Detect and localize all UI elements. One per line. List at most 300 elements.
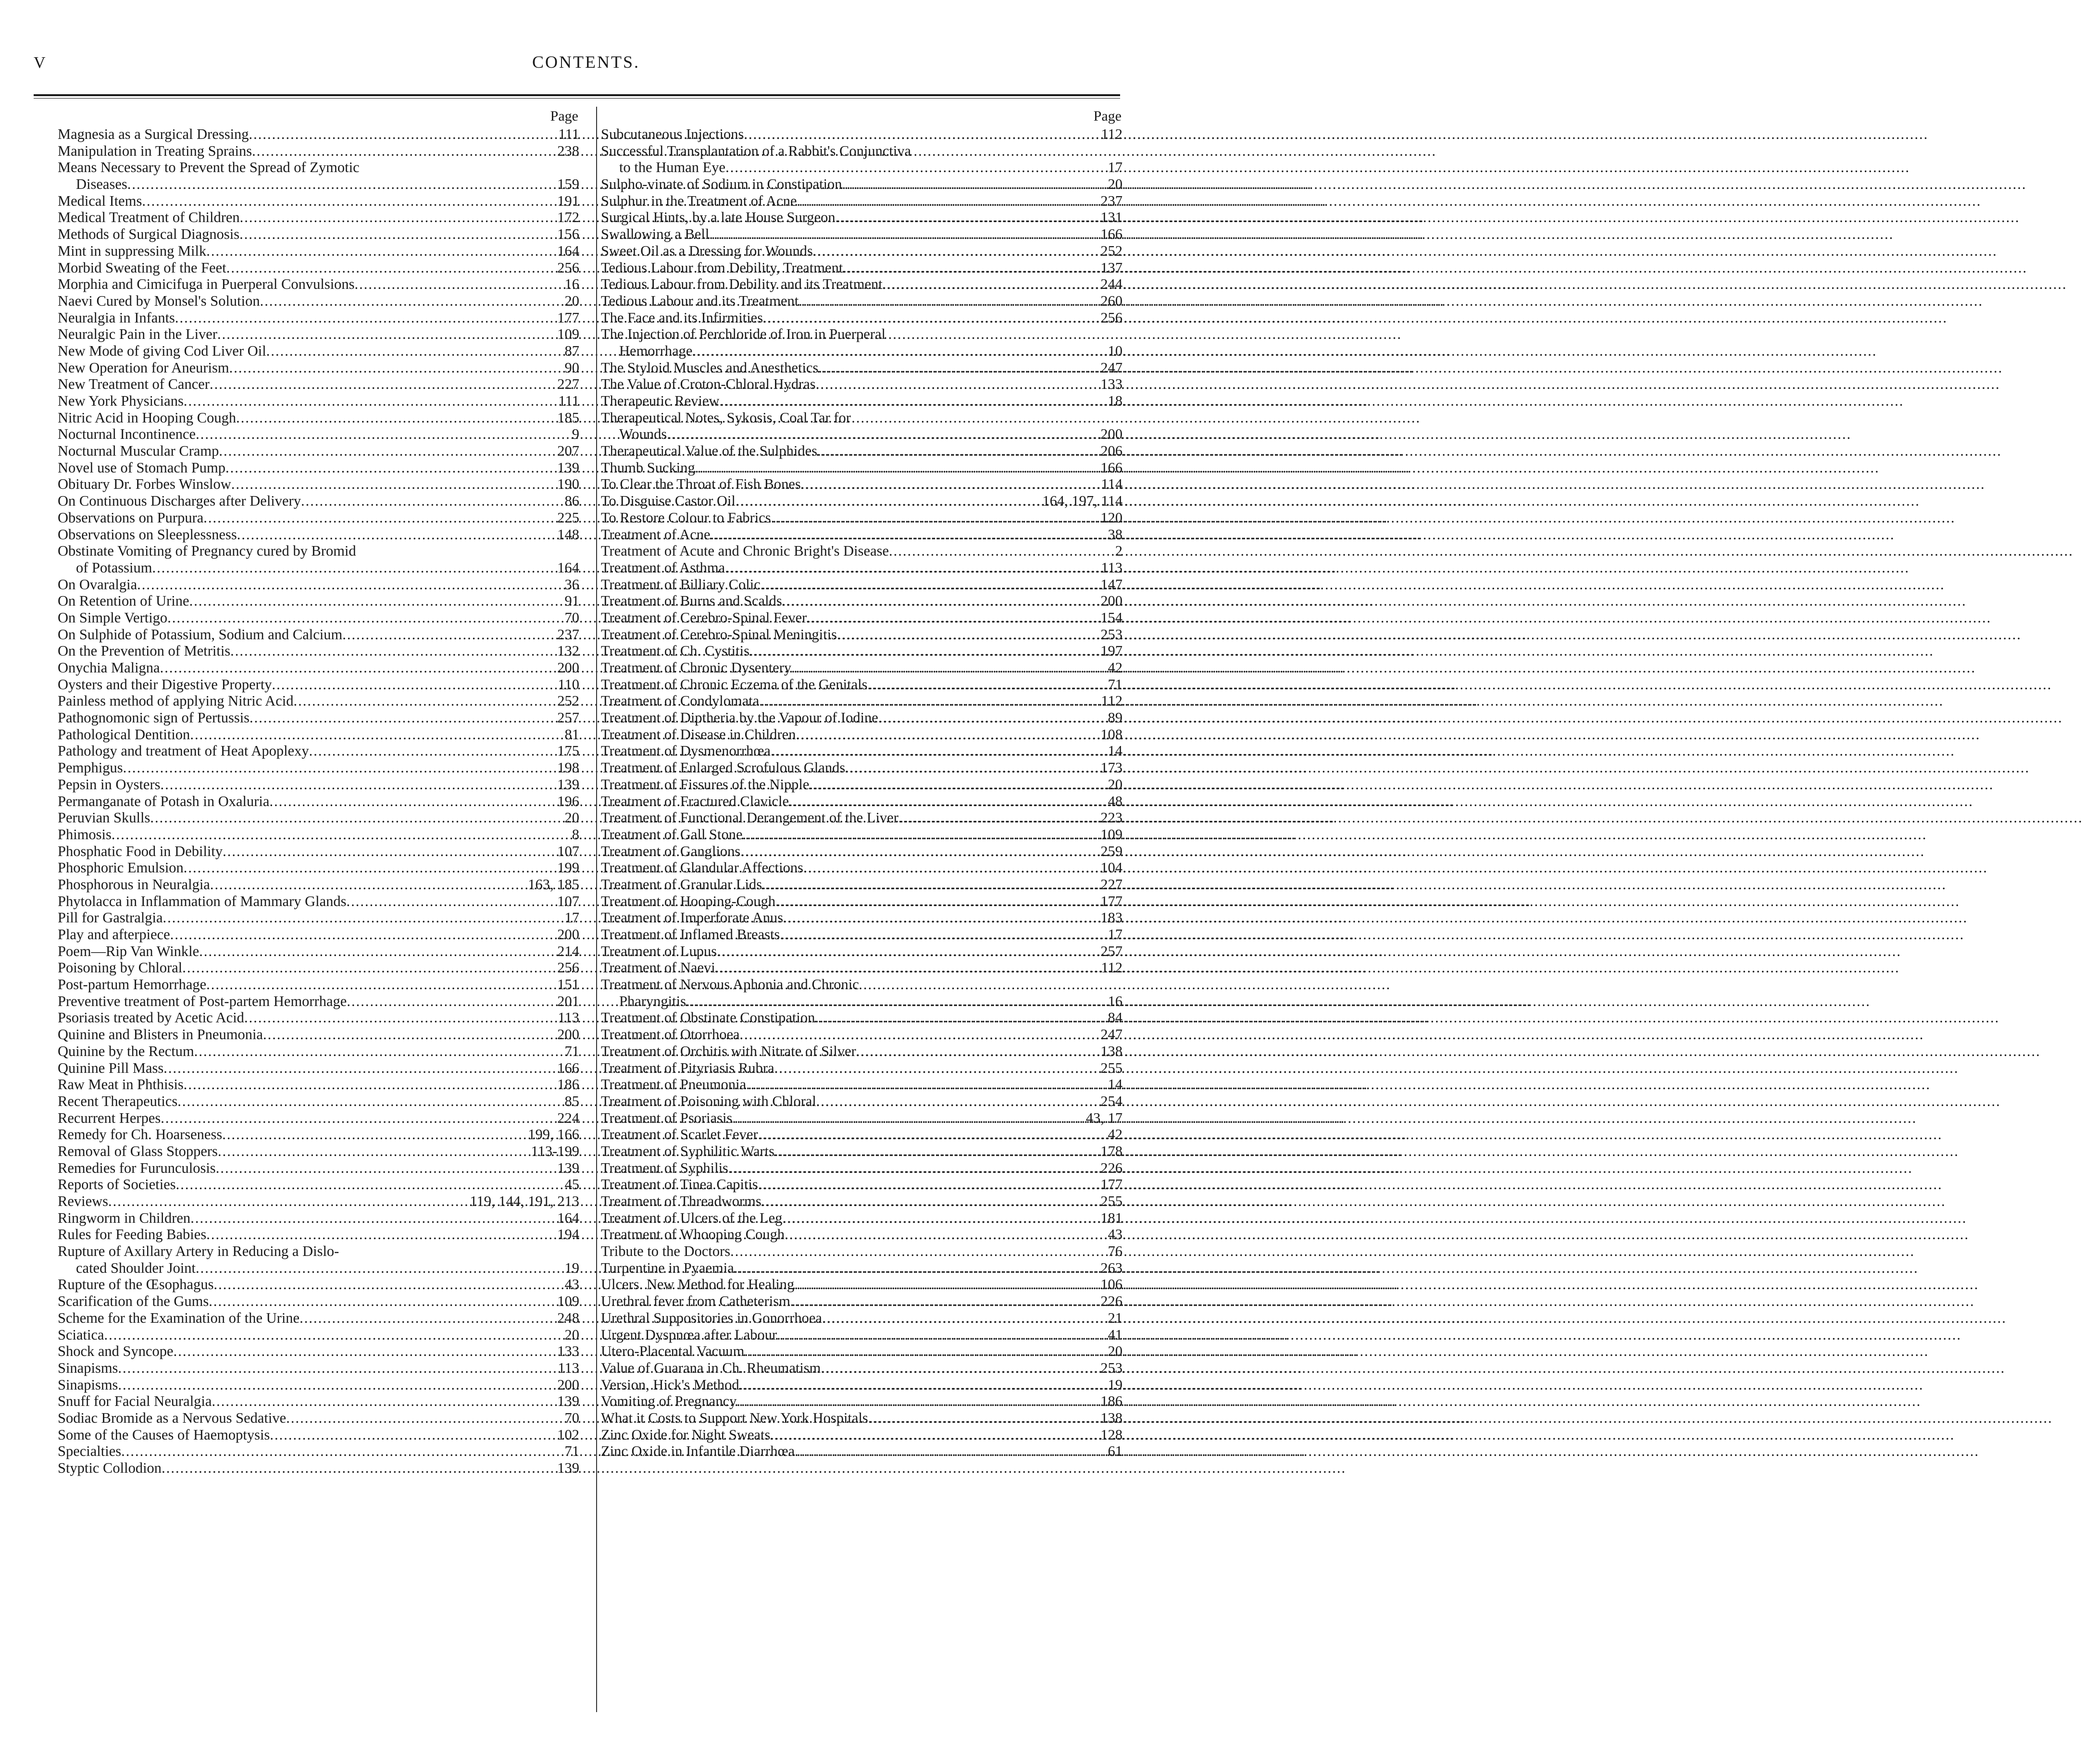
contents-entry [601, 959, 1123, 976]
entry-page-number: 200 [557, 926, 579, 943]
contents-entry [601, 1410, 1123, 1427]
entry-title: Treatment of Gall Stone [601, 826, 743, 843]
dot-leader [249, 709, 548, 726]
entry-title: Urethral Suppositories in Gonorrhoea [601, 1309, 822, 1326]
entry-page-number: 226 [1100, 1159, 1123, 1176]
entry-title: Phosphoric Emulsion [58, 859, 184, 876]
dot-leader [798, 293, 1091, 310]
entry-page-number: 86 [564, 493, 579, 509]
entry-page-number: 166 [557, 1059, 579, 1076]
contents-column-left [58, 107, 579, 1477]
entry-page-number: 17 [564, 909, 579, 926]
entry-title: Treatment of Condylomata [601, 693, 760, 709]
entry-page-number: 197 [1100, 643, 1123, 659]
dot-leader [112, 826, 548, 843]
contents-entry [58, 426, 579, 443]
entry-title: Onychia Maligna [58, 659, 160, 676]
entry-page-number: 87 [564, 342, 579, 359]
contents-entry [58, 1093, 579, 1110]
entry-page-number: 201 [557, 993, 579, 1009]
contents-entry [601, 909, 1123, 926]
page-column-heading: Page [550, 108, 578, 124]
dot-leader [785, 1226, 1091, 1243]
entry-page-number: 248 [557, 1309, 579, 1326]
entry-page-number: 2 [1115, 543, 1123, 559]
entry-title: Post-partum Hemorrhage [58, 976, 207, 993]
dot-leader [199, 943, 548, 960]
dot-leader [695, 460, 1091, 476]
contents-entry [58, 959, 579, 976]
dot-leader [758, 1176, 1091, 1193]
entry-page-number: 173 [1100, 759, 1123, 776]
dot-leader [190, 1210, 548, 1227]
dot-leader [222, 1126, 526, 1143]
entry-title: Treatment of Pityriasis Rubra [601, 1059, 774, 1076]
contents-entry [601, 159, 1123, 176]
dot-leader [725, 559, 1091, 576]
dot-leader [137, 576, 548, 593]
contents-entry [58, 876, 579, 893]
entry-page-number: 119, 144, 191, 213 [470, 1193, 579, 1209]
dot-leader [815, 1009, 1091, 1026]
entry-page-number: 207 [557, 443, 579, 460]
entry-title: Obituary Dr. Forbes Winslow [58, 476, 231, 493]
dot-leader [161, 776, 548, 793]
entry-page-number: 255 [1100, 1193, 1123, 1209]
contents-entry: The Injection of Perchloride of Iron in Puerperal [601, 326, 886, 343]
entry-page-number: 178 [1100, 1143, 1123, 1159]
contents-entry [601, 1043, 1123, 1060]
entry-page-number: 147 [1100, 576, 1123, 593]
entry-title: Treatment of Pneumonia [601, 1076, 747, 1093]
entry-title: Treatment of Disease in Children [601, 726, 796, 743]
entry-page-number: 199, 166 [528, 1126, 579, 1143]
contents-entry [601, 1026, 1123, 1043]
dot-leader [717, 943, 1091, 960]
dot-leader [189, 593, 548, 609]
entry-page-number: 156 [557, 226, 579, 243]
entry-title: Tedious Labour from Debility and its Treatment [601, 276, 883, 293]
contents-entry [58, 1143, 579, 1160]
dot-leader [272, 676, 548, 693]
entry-page-number: 138 [1100, 1409, 1123, 1426]
entry-page-number: 43, 17 [1085, 1109, 1123, 1126]
entry-title: Treatment of Whooping Cough [601, 1226, 785, 1243]
entry-page-number: 76 [1108, 1243, 1123, 1260]
entry-page-number: 166 [1100, 459, 1123, 476]
dot-leader [301, 493, 548, 509]
contents-entry [601, 1143, 1123, 1160]
dot-leader [194, 1043, 548, 1060]
entry-page-number: 112 [1101, 126, 1123, 142]
entry-title: Treatment of Enlarged Scrofulous Glands [601, 759, 846, 776]
contents-entry [601, 476, 1123, 493]
entry-title: Wounds [619, 426, 667, 443]
dot-leader [108, 1193, 468, 1210]
dot-leader [210, 876, 526, 893]
contents-entry [58, 326, 579, 343]
contents-entry [601, 1009, 1123, 1026]
entry-title: Treatment of Otorrhoea [601, 1026, 740, 1043]
entry-title: Snuff for Facial Neuralgia [58, 1393, 212, 1410]
entry-page-number: 109 [557, 326, 579, 343]
entry-page-number: 20 [564, 809, 579, 826]
contents-entry [601, 1110, 1123, 1127]
entry-title: Pathological Dentition [58, 726, 190, 743]
entry-page-number: 102 [557, 1426, 579, 1443]
contents-entry [601, 826, 1123, 843]
entry-page-number: 164 [557, 1209, 579, 1226]
entry-title: Styptic Collodion [58, 1460, 162, 1476]
dot-leader [719, 393, 1091, 410]
entry-page-number: 225 [557, 509, 579, 526]
dot-leader [206, 1226, 548, 1243]
dot-leader [213, 1276, 548, 1293]
contents-entry [58, 126, 579, 143]
contents-entry [601, 1093, 1123, 1110]
entry-title: Peruvian Skulls [58, 809, 150, 826]
entry-page-number: 20 [564, 292, 579, 309]
contents-entry [601, 376, 1123, 393]
entry-title: Utero-Placental Vacuum [601, 1343, 745, 1360]
entry-title: Therapeutic Review [601, 393, 720, 409]
dot-leader [836, 209, 1091, 226]
entry-title: Pathology and treatment of Heat Apoplexy [58, 743, 309, 759]
entry-page-number: 19 [564, 1259, 579, 1276]
contents-entry [58, 493, 579, 509]
entry-page-number: 90 [564, 359, 579, 376]
contents-entry [601, 1327, 1123, 1343]
entry-title: Phosphorous in Neuralgia [58, 876, 210, 893]
entry-title: Ringworm in Children [58, 1209, 191, 1226]
contents-entry [601, 676, 1123, 693]
entry-page-number: 139 [557, 1159, 579, 1176]
contents-entry [58, 1009, 579, 1026]
entry-page-number: 252 [557, 693, 579, 709]
dot-leader [667, 426, 1091, 443]
contents-entry [601, 776, 1123, 793]
entry-title: Urgent Dyspnœa after Labour [601, 1326, 777, 1343]
entry-page-number: 200 [557, 659, 579, 676]
entry-title: Zinc Oxide for Night Sweats [601, 1426, 771, 1443]
entry-title: Painless method of applying Nitric Acid [58, 693, 294, 709]
entry-title: Phytolacca in Inflammation of Mammary Glands [58, 893, 347, 909]
dot-leader [231, 476, 548, 493]
dot-leader [142, 193, 548, 210]
entry-title: Rules for Feeding Babies [58, 1226, 207, 1243]
entry-page-number: 139 [557, 459, 579, 476]
entry-title: Treatment of Granular Lids [601, 876, 762, 893]
entry-title: Methods of Surgical Diagnosis [58, 226, 240, 243]
contents-column-right [601, 107, 1123, 1460]
contents-entry [58, 576, 579, 593]
dot-leader [816, 1093, 1091, 1110]
entry-title: Surgical Hints, by a late House Surgeon [601, 209, 836, 226]
contents-entry [601, 559, 1123, 576]
entry-title: On Continuous Discharges after Delivery [58, 493, 301, 509]
page-number: V [34, 54, 46, 72]
contents-entry [601, 176, 1123, 193]
contents-entry [601, 460, 1123, 476]
dot-leader [184, 859, 548, 876]
contents-entry [601, 209, 1123, 226]
contents-entry [58, 1276, 579, 1293]
entry-page-number: 257 [1100, 943, 1123, 959]
contents-entry [601, 526, 1123, 543]
entry-title: Treatment of Ch. Cystitis [601, 643, 749, 659]
entry-title: Treatment of Inflamed Breasts [601, 926, 780, 943]
contents-entry: Means Necessary to Prevent the Spread of Zymotic [58, 159, 360, 176]
dot-leader [163, 1060, 548, 1077]
contents-entry [601, 1226, 1123, 1243]
entry-page-number: 43 [1108, 1226, 1123, 1243]
entry-page-number: 36 [564, 576, 579, 593]
dot-leader [715, 959, 1091, 976]
entry-title: Treatment of Scarlet Fever [601, 1126, 758, 1143]
header-rule-thin [34, 98, 1120, 99]
entry-title: Observations on Sleeplessness [58, 526, 237, 543]
contents-entry [601, 1427, 1123, 1443]
dot-leader [206, 243, 548, 260]
entry-title: Treatment of Chronic Eczema of the Genitals [601, 676, 868, 693]
dot-leader [229, 360, 548, 376]
contents-entry [601, 1210, 1123, 1227]
entry-title: Vomiting of Pregnancy [601, 1393, 737, 1410]
entry-page-number: 18 [1108, 393, 1123, 409]
dot-leader [118, 1377, 548, 1393]
contents-entry [58, 793, 579, 810]
entry-title: Sciatica [58, 1326, 104, 1343]
entry-title: Treatment of Ulcers of the Leg [601, 1209, 783, 1226]
contents-entry [58, 626, 579, 643]
entry-title: The Styloid Muscles and Anesthetics [601, 359, 819, 376]
entry-title: To Clear the Throat of Fish Bones [601, 476, 801, 493]
dot-leader [196, 426, 548, 443]
entry-page-number: 139 [557, 1460, 579, 1476]
dot-leader [762, 876, 1091, 893]
entry-title: Treatment of Syphilis [601, 1159, 728, 1176]
entry-title: Zinc Oxide in Infantile Diarrhœa [601, 1443, 795, 1460]
entry-page-number: 41 [1108, 1326, 1123, 1343]
dot-leader [782, 1210, 1091, 1227]
entry-title: On Retention of Urine [58, 593, 189, 609]
entry-title: Treatment of Billiary Colic [601, 576, 761, 593]
entry-page-number: 38 [1108, 526, 1123, 543]
entry-page-number: 200 [1100, 593, 1123, 609]
entry-page-number: 238 [557, 142, 579, 159]
dot-leader [761, 1193, 1091, 1210]
contents-entry [58, 559, 579, 576]
entry-title: Treatment of Poisoning with Chloral [601, 1093, 816, 1109]
entry-title: Recurrent Herpes [58, 1109, 161, 1126]
contents-entry [601, 576, 1123, 593]
entry-page-number: 163, 185 [528, 876, 579, 893]
entry-page-number: 113 [558, 1009, 579, 1026]
contents-entry [601, 693, 1123, 709]
contents-entry [58, 1060, 579, 1077]
contents-entry [601, 276, 1123, 293]
entry-page-number: 223 [1100, 809, 1123, 826]
contents-entry [58, 1126, 579, 1143]
entry-page-number: 154 [1100, 609, 1123, 626]
entry-title: Scheme for the Examination of the Urine [58, 1309, 300, 1326]
contents-entry [601, 876, 1123, 893]
entry-page-number: 256 [557, 959, 579, 976]
entry-page-number: 113 [1101, 559, 1123, 576]
entry-title: Reports of Societies [58, 1176, 176, 1193]
entry-title: The Face and its Infirmities [601, 309, 763, 326]
entry-page-number: 137 [1100, 259, 1123, 276]
entry-page-number: 108 [1100, 726, 1123, 743]
entry-page-number: 185 [557, 409, 579, 426]
dot-leader [740, 1026, 1091, 1043]
entry-title: Magnesia as a Surgical Dressing [58, 126, 249, 142]
contents-entry [601, 543, 1123, 559]
entry-page-number: 177 [1100, 1176, 1123, 1193]
contents-entry [601, 743, 1123, 759]
dot-leader [868, 1410, 1091, 1427]
entry-title: Treatment of Acute and Chronic Bright's Disease [601, 543, 889, 559]
contents-entry [601, 593, 1123, 609]
contents-entry [601, 343, 1123, 360]
entry-title: Treatment of Naevi [601, 959, 715, 976]
dot-leader [269, 793, 548, 810]
contents-entry [601, 1443, 1123, 1460]
entry-page-number: 16 [564, 276, 579, 293]
entry-page-number: 151 [557, 976, 579, 993]
contents-entry [601, 1126, 1123, 1143]
dot-leader [260, 293, 548, 310]
dot-leader [728, 1160, 1091, 1177]
entry-title: Morbid Sweating of the Feet [58, 259, 226, 276]
dot-leader [161, 1110, 548, 1127]
dot-leader [739, 1377, 1091, 1393]
entry-title: Raw Meat in Phthisis [58, 1076, 184, 1093]
dot-leader [270, 1427, 548, 1443]
dot-leader [217, 326, 548, 343]
contents-entry [58, 1026, 579, 1043]
dot-leader [309, 743, 548, 759]
contents-entry [58, 809, 579, 826]
entry-page-number: 20 [1108, 776, 1123, 793]
entry-title: Sinapisms [58, 1376, 118, 1393]
entry-page-number: 71 [564, 1443, 579, 1460]
dot-leader [263, 1026, 548, 1043]
entry-title: What it Costs to Support New York Hospitals [601, 1409, 868, 1426]
entry-page-number: 194 [557, 1226, 579, 1243]
entry-title: Treatment of Ganglions [601, 843, 741, 859]
entry-title: Sulphur in the Treatment of Acne [601, 192, 797, 209]
entry-title: Ulcers. New Method for Healing [601, 1276, 795, 1293]
entry-page-number: 110 [558, 676, 579, 693]
dot-leader [867, 676, 1091, 693]
entry-page-number: 71 [1108, 676, 1123, 693]
entry-title: Nocturnal Incontinence [58, 426, 196, 443]
entry-page-number: 183 [1100, 909, 1123, 926]
dot-leader [177, 1093, 548, 1110]
entry-title: To Restore Colour to Fabrics [601, 509, 771, 526]
entry-page-number: 17 [1108, 926, 1123, 943]
entry-title: Treatment of Orchitis with Nitrate of Silver [601, 1043, 856, 1059]
entry-page-number: 175 [557, 743, 579, 759]
entry-title: Manipulation in Treating Sprains [58, 142, 252, 159]
entry-title: Thumb Sucking [601, 459, 695, 476]
dot-leader [732, 1110, 1084, 1127]
entry-title: Sweet Oil as a Dressing for Wounds [601, 242, 813, 259]
contents-entry [601, 393, 1123, 410]
contents-entry [58, 1193, 579, 1210]
contents-entry [601, 310, 1123, 326]
dot-leader [759, 693, 1091, 709]
entry-title: Some of the Causes of Haemoptysis [58, 1426, 270, 1443]
entry-title: Oysters and their Digestive Property [58, 676, 272, 693]
entry-title: Scarification of the Gums [58, 1293, 209, 1310]
entry-page-number: 133 [1100, 376, 1123, 393]
entry-page-number: 214 [557, 943, 579, 959]
dot-leader [167, 609, 548, 626]
entry-page-number: 254 [1100, 1093, 1123, 1109]
contents-entry [601, 643, 1123, 659]
dot-leader [794, 1276, 1091, 1293]
dot-leader [740, 843, 1091, 860]
entry-title: Preventive treatment of Post-partem Hemorrhage [58, 993, 347, 1009]
dot-leader [725, 159, 1091, 176]
entry-title: Turpentine in Pyaemia [601, 1259, 734, 1276]
dot-leader [160, 659, 548, 676]
entry-title: On Simple Vertigo [58, 609, 168, 626]
contents-entry [601, 493, 1123, 509]
dot-leader [813, 243, 1091, 260]
contents-entry [58, 1176, 579, 1193]
entry-title: Treatment of Diptheria by the Vapour of Iodine [601, 709, 878, 726]
entry-title: Subcutaneous Injections [601, 126, 744, 142]
dot-leader [184, 393, 548, 410]
dot-leader [801, 476, 1091, 493]
contents-entry [58, 1360, 579, 1377]
entry-page-number: 19 [1108, 1376, 1123, 1393]
dot-leader [746, 1076, 1091, 1093]
entry-page-number: 256 [557, 259, 579, 276]
dot-leader [749, 643, 1091, 659]
entry-page-number: 237 [557, 626, 579, 643]
contents-entry [601, 926, 1123, 943]
dot-leader [783, 909, 1091, 926]
entry-title: Swallowing a Bell [601, 226, 710, 243]
dot-leader [843, 260, 1091, 276]
contents-entry [58, 593, 579, 609]
entry-page-number: 45 [564, 1176, 579, 1193]
contents-entry [601, 993, 1123, 1010]
contents-entry [58, 526, 579, 543]
contents-entry [58, 1327, 579, 1343]
entry-page-number: 131 [1100, 209, 1123, 226]
entry-title: On Ovaralgia [58, 576, 137, 593]
dot-leader [174, 1343, 548, 1360]
entry-title: Treatment of Cerebro-Spinal Fever [601, 609, 807, 626]
dot-leader [692, 343, 1091, 360]
entry-title: Reviews [58, 1193, 109, 1209]
entry-page-number: 260 [1100, 292, 1123, 309]
dot-leader [299, 1310, 548, 1327]
dot-leader [226, 260, 548, 276]
entry-page-number: 21 [1108, 1309, 1123, 1326]
entry-title: New Mode of giving Cod Liver Oil [58, 342, 266, 359]
entry-page-number: 164 [557, 242, 579, 259]
contents-entry [58, 1427, 579, 1443]
entry-title: Treatment of Cerebro-Spinal Meningitis [601, 626, 837, 643]
entry-page-number: 71 [564, 1043, 579, 1059]
entry-page-number: 259 [1100, 843, 1123, 859]
